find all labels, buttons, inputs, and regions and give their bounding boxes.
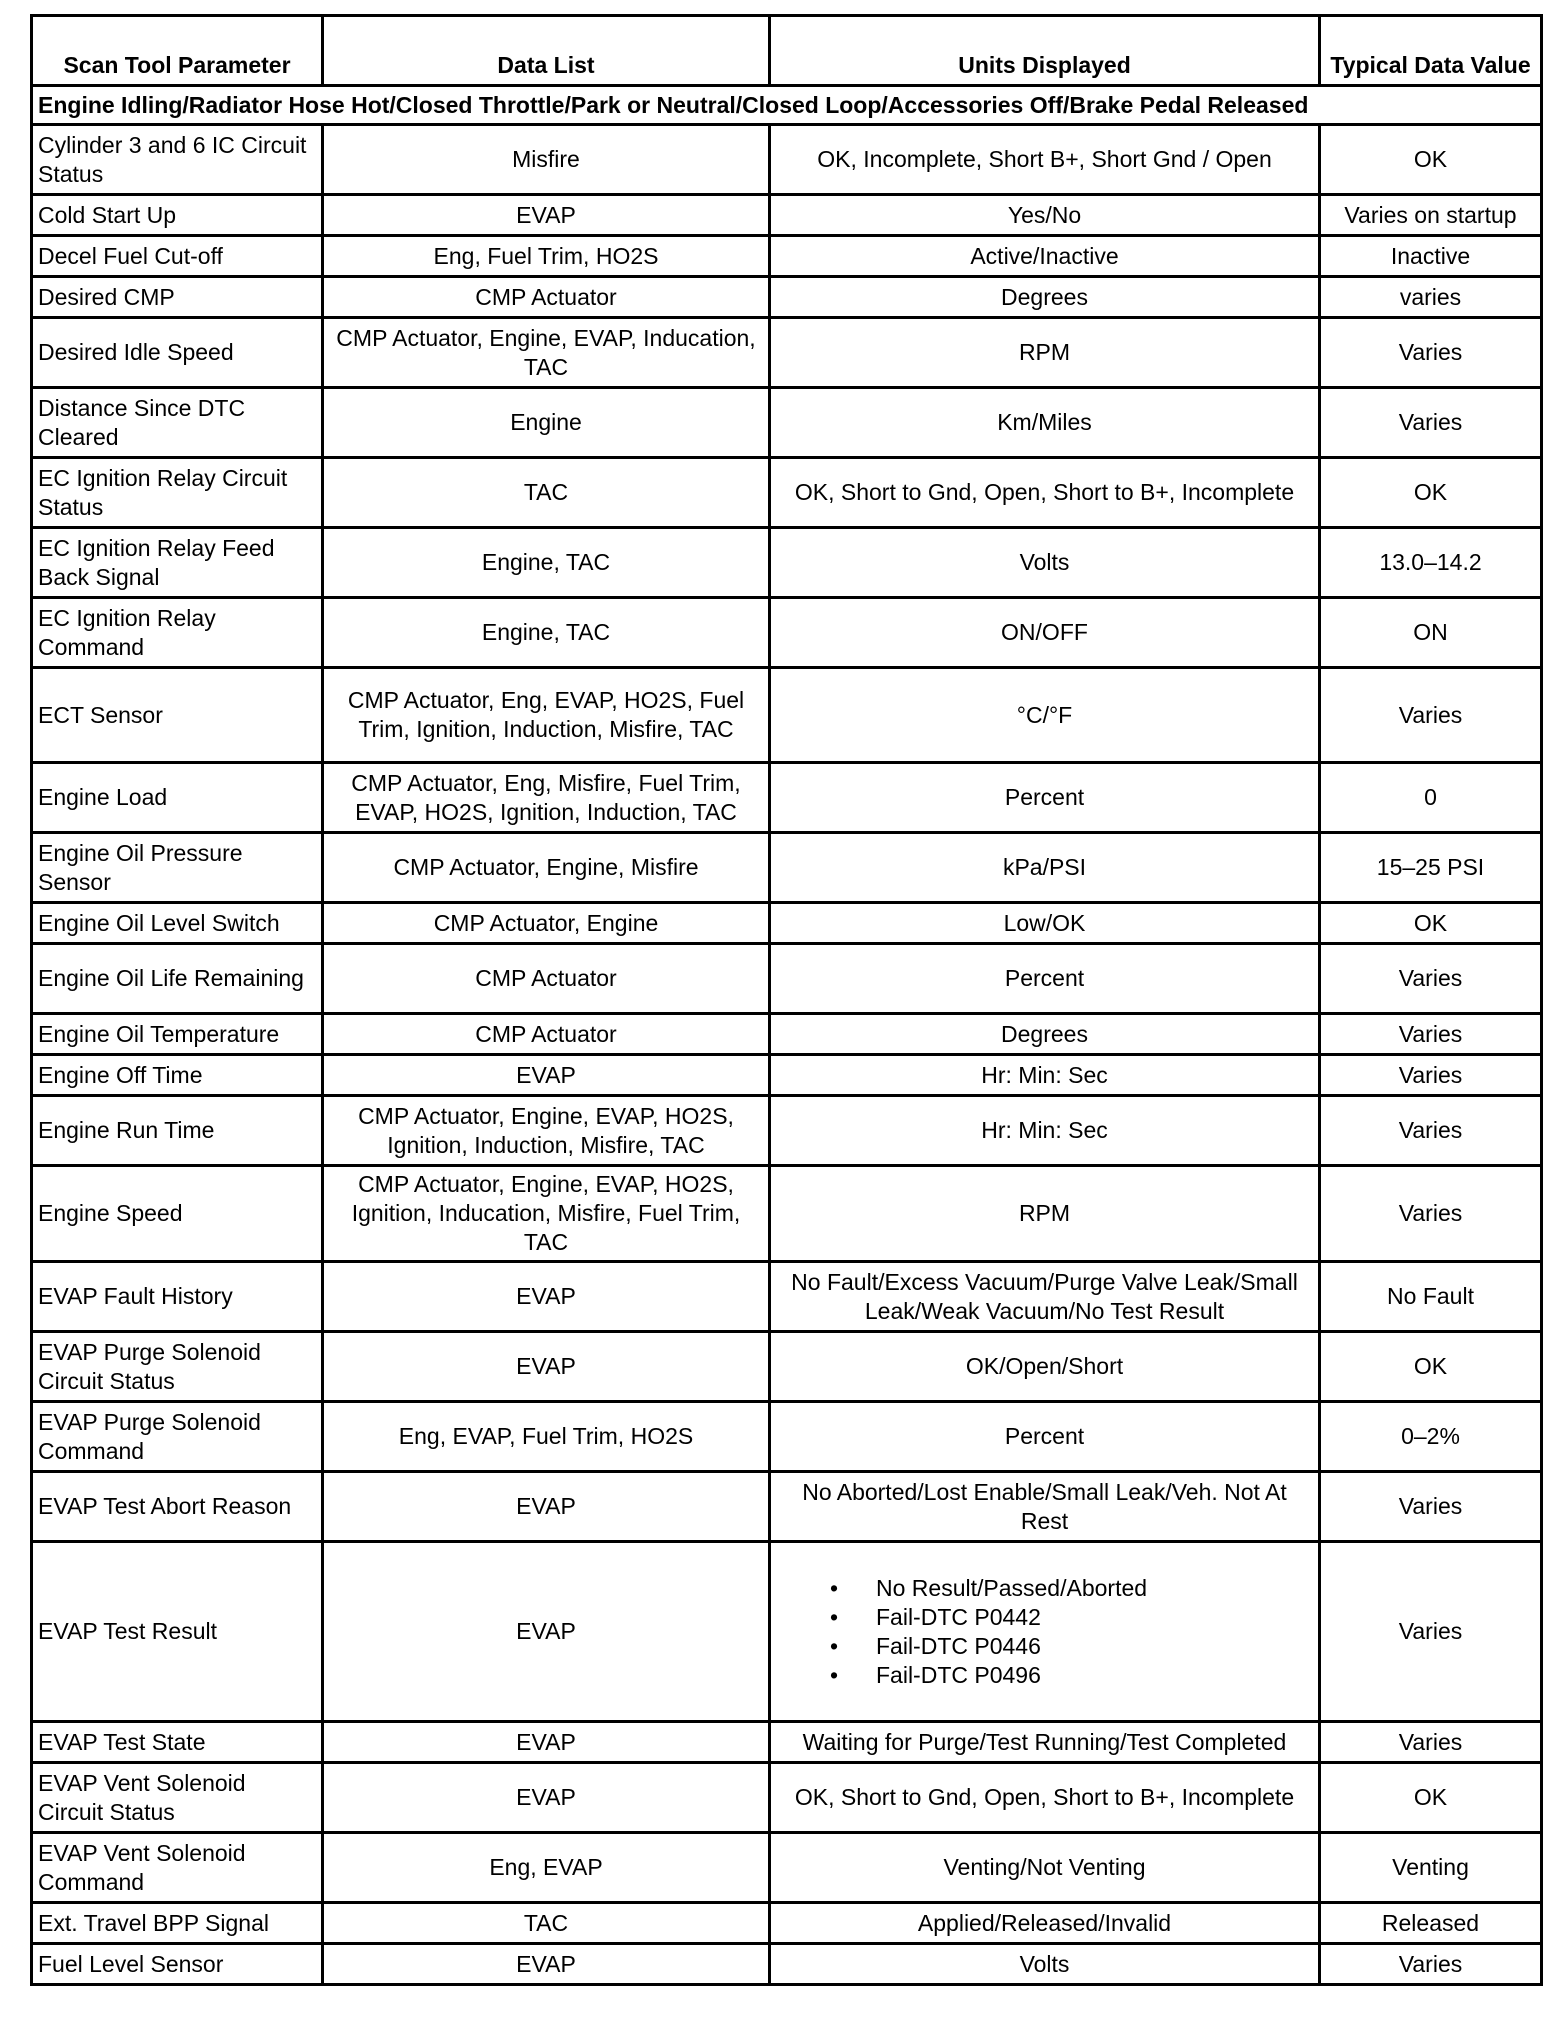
units-cell: Hr: Min: Sec <box>770 1055 1320 1096</box>
units-cell: OK/Open/Short <box>770 1332 1320 1402</box>
table-row <box>32 318 1542 388</box>
typical-value-cell: Varies <box>1320 1014 1542 1055</box>
units-cell: Low/OK <box>770 903 1320 944</box>
table-row <box>32 1055 1542 1096</box>
parameter-cell: Engine Oil Level Switch <box>32 903 323 944</box>
parameter-cell: EC Ignition Relay Circuit Status <box>32 458 323 528</box>
typical-value-cell: Inactive <box>1320 236 1542 277</box>
data-list-cell: CMP Actuator, Engine, EVAP, HO2S, Ignition, Induction, Misfire, TAC <box>323 1096 770 1166</box>
units-cell: RPM <box>770 1166 1320 1262</box>
table-row <box>32 236 1542 277</box>
units-cell: Volts <box>770 528 1320 598</box>
units-cell: Percent <box>770 1402 1320 1472</box>
typical-value-cell: Varies <box>1320 1944 1542 1985</box>
parameter-cell: Cylinder 3 and 6 IC Circuit Status <box>32 125 323 195</box>
units-cell: OK, Short to Gnd, Open, Short to B+, Incomplete <box>770 458 1320 528</box>
header-units: Units Displayed <box>770 16 1320 86</box>
data-list-cell: EVAP <box>323 1332 770 1402</box>
data-list-cell: EVAP <box>323 1722 770 1763</box>
data-list-cell: Misfire <box>323 125 770 195</box>
table-row <box>32 388 1542 458</box>
units-cell: Applied/Released/Invalid <box>770 1903 1320 1944</box>
typical-value-cell: OK <box>1320 903 1542 944</box>
table-row <box>32 1722 1542 1763</box>
data-list-cell: CMP Actuator <box>323 944 770 1014</box>
parameter-cell: EVAP Test State <box>32 1722 323 1763</box>
typical-value-cell: Varies <box>1320 388 1542 458</box>
units-cell: Yes/No <box>770 195 1320 236</box>
data-list-cell: EVAP <box>323 195 770 236</box>
typical-value-cell: OK <box>1320 1763 1542 1833</box>
units-cell: °C/°F <box>770 668 1320 763</box>
parameter-cell: Engine Load <box>32 763 323 833</box>
header-parameter: Scan Tool Parameter <box>32 16 323 86</box>
units-bullet-item: • Fail-DTC P0496 <box>876 1661 1313 1690</box>
units-bullet-list <box>776 1574 1313 1690</box>
typical-value-cell: Released <box>1320 1903 1542 1944</box>
typical-value-cell: Varies <box>1320 1722 1542 1763</box>
table-row <box>32 1166 1542 1262</box>
data-list-cell: EVAP <box>323 1944 770 1985</box>
data-list-cell: Engine <box>323 388 770 458</box>
typical-value-cell: OK <box>1320 458 1542 528</box>
units-cell: Hr: Min: Sec <box>770 1096 1320 1166</box>
units-bullet-item: • Fail-DTC P0446 <box>876 1632 1313 1661</box>
typical-value-cell: Venting <box>1320 1833 1542 1903</box>
typical-value-cell: 0 <box>1320 763 1542 833</box>
data-list-cell: CMP Actuator, Eng, EVAP, HO2S, Fuel Trim, Ignition, Induction, Misfire, TAC <box>323 668 770 763</box>
units-cell: No Fault/Excess Vacuum/Purge Valve Leak/Small Leak/Weak Vacuum/No Test Result <box>770 1262 1320 1332</box>
typical-value-cell: Varies on startup <box>1320 195 1542 236</box>
parameter-cell: Engine Oil Pressure Sensor <box>32 833 323 903</box>
table-row <box>32 668 1542 763</box>
units-cell: Km/Miles <box>770 388 1320 458</box>
typical-value-cell: Varies <box>1320 944 1542 1014</box>
table-body <box>32 86 1542 1985</box>
table-row <box>32 1763 1542 1833</box>
parameter-cell: Fuel Level Sensor <box>32 1944 323 1985</box>
units-bullet-item: • Fail-DTC P0442 <box>876 1603 1313 1632</box>
data-list-cell: TAC <box>323 458 770 528</box>
table-row <box>32 1903 1542 1944</box>
data-list-cell: TAC <box>323 1903 770 1944</box>
parameter-cell: EVAP Vent Solenoid Circuit Status <box>32 1763 323 1833</box>
table-row <box>32 1332 1542 1402</box>
table-row <box>32 944 1542 1014</box>
typical-value-cell: ON <box>1320 598 1542 668</box>
table-row <box>32 903 1542 944</box>
data-list-cell: Eng, EVAP, Fuel Trim, HO2S <box>323 1402 770 1472</box>
typical-value-cell: Varies <box>1320 1096 1542 1166</box>
parameter-cell: ECT Sensor <box>32 668 323 763</box>
parameter-cell: Desired Idle Speed <box>32 318 323 388</box>
typical-value-cell: 15–25 PSI <box>1320 833 1542 903</box>
parameter-cell: Engine Oil Life Remaining <box>32 944 323 1014</box>
data-list-cell: EVAP <box>323 1472 770 1542</box>
typical-value-cell: Varies <box>1320 1542 1542 1722</box>
typical-value-cell: Varies <box>1320 318 1542 388</box>
condition-row <box>32 86 1542 125</box>
units-cell: ON/OFF <box>770 598 1320 668</box>
typical-value-cell: Varies <box>1320 668 1542 763</box>
table-row <box>32 1833 1542 1903</box>
table-row <box>32 195 1542 236</box>
table-row <box>32 833 1542 903</box>
table-row <box>32 458 1542 528</box>
units-cell: Volts <box>770 1944 1320 1985</box>
typical-value-cell: Varies <box>1320 1166 1542 1262</box>
parameter-cell: Engine Speed <box>32 1166 323 1262</box>
units-cell: Percent <box>770 944 1320 1014</box>
parameter-cell: EVAP Test Result <box>32 1542 323 1722</box>
parameter-cell: Cold Start Up <box>32 195 323 236</box>
units-cell: Degrees <box>770 1014 1320 1055</box>
units-cell: No Aborted/Lost Enable/Small Leak/Veh. Not At Rest <box>770 1472 1320 1542</box>
table-row <box>32 1262 1542 1332</box>
table-row <box>32 1944 1542 1985</box>
units-cell: Waiting for Purge/Test Running/Test Completed <box>770 1722 1320 1763</box>
parameter-cell: Decel Fuel Cut-off <box>32 236 323 277</box>
parameter-cell: EVAP Fault History <box>32 1262 323 1332</box>
units-cell: Percent <box>770 763 1320 833</box>
parameter-cell: EVAP Vent Solenoid Command <box>32 1833 323 1903</box>
data-list-cell: CMP Actuator, Engine <box>323 903 770 944</box>
units-cell: OK, Incomplete, Short B+, Short Gnd / Open <box>770 125 1320 195</box>
typical-value-cell: OK <box>1320 1332 1542 1402</box>
parameter-cell: Engine Off Time <box>32 1055 323 1096</box>
units-cell: Degrees <box>770 277 1320 318</box>
operating-condition: Engine Idling/Radiator Hose Hot/Closed Throttle/Park or Neutral/Closed Loop/Accessories Off/Brake Pedal Released <box>32 86 1542 125</box>
typical-value-cell: Varies <box>1320 1055 1542 1096</box>
data-list-cell: Eng, EVAP <box>323 1833 770 1903</box>
data-list-cell: EVAP <box>323 1262 770 1332</box>
data-list-cell: Engine, TAC <box>323 528 770 598</box>
data-list-cell: CMP Actuator, Eng, Misfire, Fuel Trim, EVAP, HO2S, Ignition, Induction, TAC <box>323 763 770 833</box>
data-list-cell: EVAP <box>323 1542 770 1722</box>
table-row <box>32 1472 1542 1542</box>
header-row <box>32 16 1542 86</box>
data-list-cell: Engine, TAC <box>323 598 770 668</box>
units-cell <box>770 1542 1320 1722</box>
table-row <box>32 1014 1542 1055</box>
data-list-cell: CMP Actuator <box>323 1014 770 1055</box>
typical-value-cell: 13.0–14.2 <box>1320 528 1542 598</box>
typical-value-cell: Varies <box>1320 1472 1542 1542</box>
table-row <box>32 277 1542 318</box>
parameter-cell: EVAP Test Abort Reason <box>32 1472 323 1542</box>
data-list-cell: EVAP <box>323 1763 770 1833</box>
units-cell: kPa/PSI <box>770 833 1320 903</box>
units-cell: RPM <box>770 318 1320 388</box>
table-row <box>32 1096 1542 1166</box>
parameter-cell: EVAP Purge Solenoid Command <box>32 1402 323 1472</box>
typical-value-cell: varies <box>1320 277 1542 318</box>
parameter-cell: EC Ignition Relay Command <box>32 598 323 668</box>
typical-value-cell: 0–2% <box>1320 1402 1542 1472</box>
data-list-cell: Eng, Fuel Trim, HO2S <box>323 236 770 277</box>
typical-value-cell: OK <box>1320 125 1542 195</box>
data-list-cell: CMP Actuator, Engine, Misfire <box>323 833 770 903</box>
parameter-cell: EVAP Purge Solenoid Circuit Status <box>32 1332 323 1402</box>
units-bullet-item: • No Result/Passed/Aborted <box>876 1574 1313 1603</box>
units-cell: OK, Short to Gnd, Open, Short to B+, Incomplete <box>770 1763 1320 1833</box>
table-row <box>32 763 1542 833</box>
data-list-cell: CMP Actuator, Engine, EVAP, Inducation, TAC <box>323 318 770 388</box>
header-typical-value: Typical Data Value <box>1320 16 1542 86</box>
table-row <box>32 1542 1542 1722</box>
parameter-cell: Desired CMP <box>32 277 323 318</box>
data-list-cell: CMP Actuator, Engine, EVAP, HO2S, Ignition, Inducation, Misfire, Fuel Trim, TAC <box>323 1166 770 1262</box>
table-row <box>32 125 1542 195</box>
table-row <box>32 1402 1542 1472</box>
table-row <box>32 528 1542 598</box>
units-cell: Venting/Not Venting <box>770 1833 1320 1903</box>
data-list-cell: CMP Actuator <box>323 277 770 318</box>
typical-value-cell: No Fault <box>1320 1262 1542 1332</box>
parameter-cell: EC Ignition Relay Feed Back Signal <box>32 528 323 598</box>
units-cell: Active/Inactive <box>770 236 1320 277</box>
parameter-cell: Distance Since DTC Cleared <box>32 388 323 458</box>
header-data-list: Data List <box>323 16 770 86</box>
data-list-cell: EVAP <box>323 1055 770 1096</box>
parameter-cell: Engine Run Time <box>32 1096 323 1166</box>
parameter-cell: Engine Oil Temperature <box>32 1014 323 1055</box>
table-row <box>32 598 1542 668</box>
parameter-cell: Ext. Travel BPP Signal <box>32 1903 323 1944</box>
scan-tool-data-table <box>30 14 1543 1986</box>
